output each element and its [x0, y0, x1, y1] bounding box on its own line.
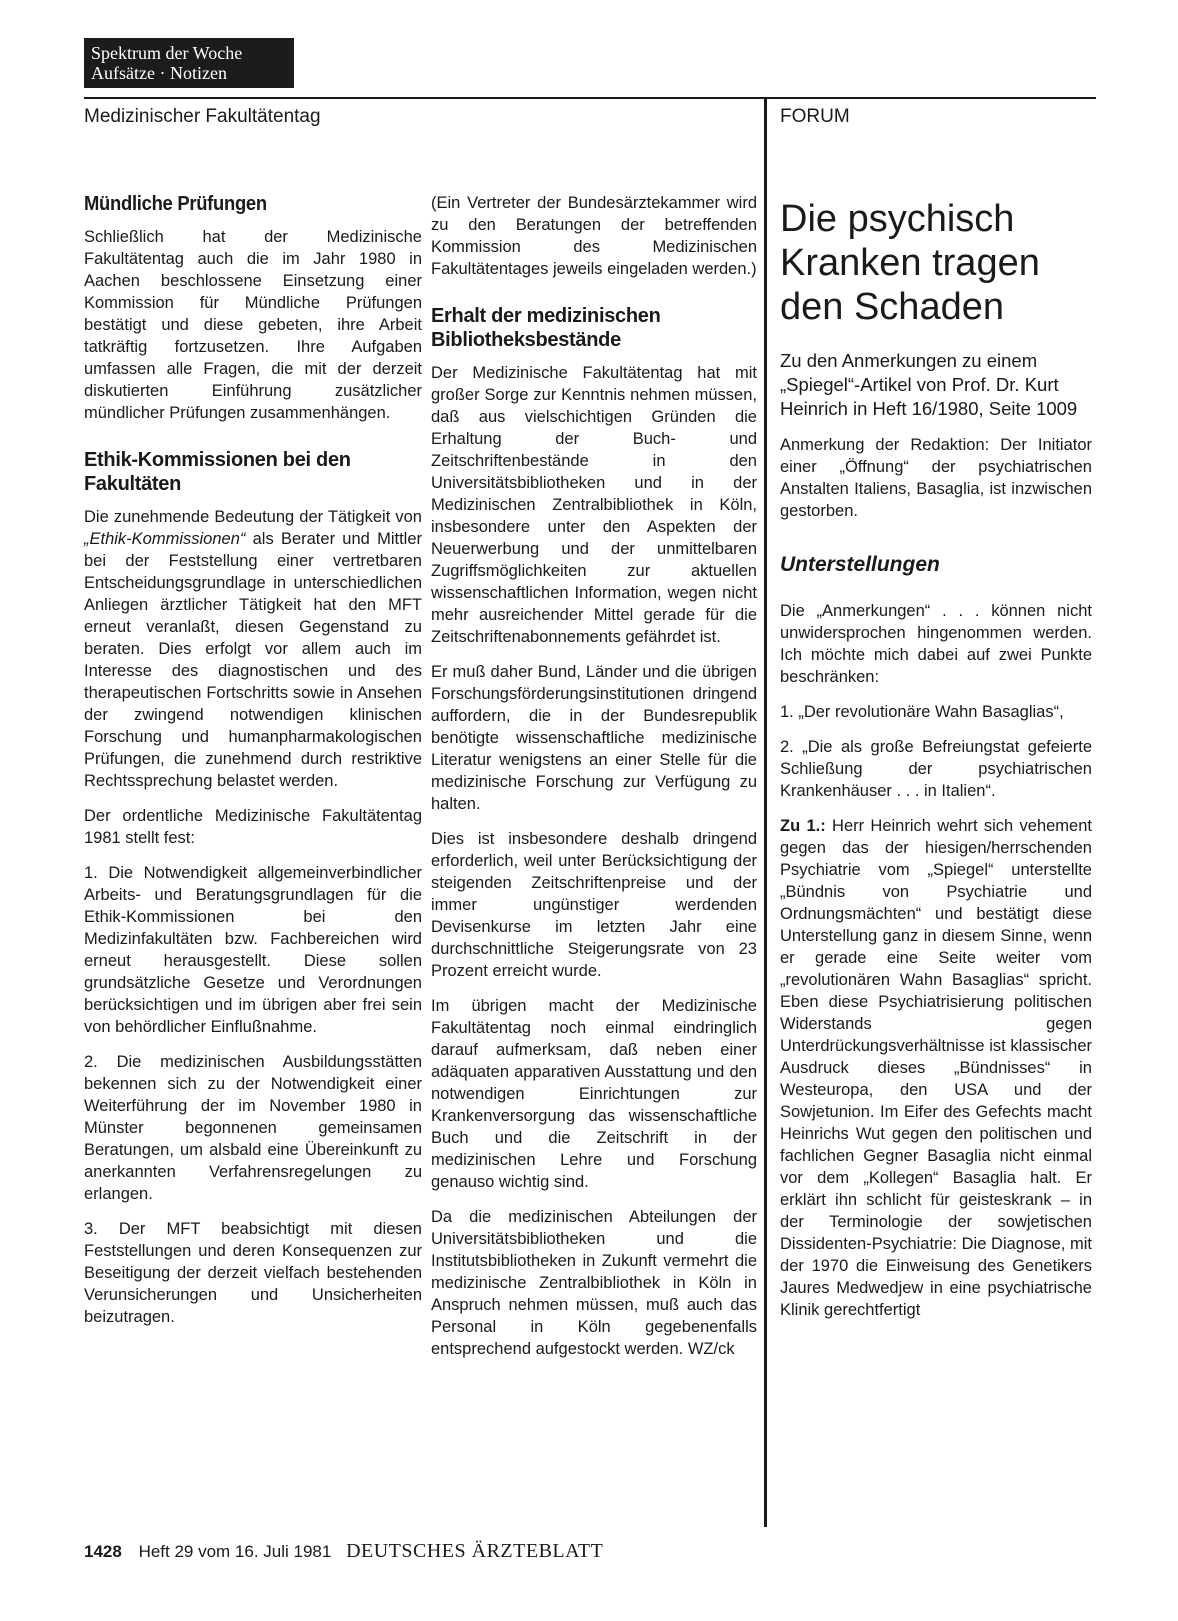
- paragraph: Der Medizinische Fakultätentag hat mit großer Sorge zur Kenntnis nehmen müssen, daß aus vielschichtigen Gründen die Erhaltung der Buch- und Zeitschriftenbestände in den Universitätsbibliotheken und in der Medizinischen Zentralbibliothek in Köln, insbesondere unter den Aspekten der Neuerwerbung und der unmittelbaren Zugriffsmöglichkeiten zur aktuellen wissenschaftlichen Information, wegen nicht mehr ausreichender Mittel gerade für die Zeitschriftenabonnements gefährdet ist.: [431, 364, 757, 646]
- issue-info: Heft 29 vom 16. Juli 1981: [138, 1542, 332, 1561]
- paragraph: Schließlich hat der Medizinische Fakultätentag auch die im Jahr 1980 in Aachen beschlossene Einsetzung einer Kommission für Mündliche Prüfungen bestätigt und diese gebeten, ihre Arbeit tatkräftig fortzusetzen. Ihre Aufgaben umfassen alle Fragen, die mit der derzeit diskutierten Einführung zusätzlicher mündlicher Prüfungen zusammenhängen.: [84, 228, 422, 422]
- column-divider: [764, 97, 767, 1527]
- paragraph: 2. „Die als große Befreiungstat gefeierte Schließung der psychiatrischen Krankenhäuser . . . in Italien“.: [780, 738, 1092, 800]
- heading-ethik-kommissionen: Ethik-Kommissionen bei den Fakultäten: [84, 449, 351, 495]
- top-rule: [84, 97, 1096, 99]
- paragraph: 2. Die medizinischen Ausbildungsstätten bekennen sich zu der Notwendigkeit einer Weiterführung der im November 1980 in Münster begonnenen gemeinsamen Beratungen, um alsbald eine Übereinkunft zu anerkannten Verfahrensregelungen zu erlangen.: [84, 1053, 422, 1203]
- paragraph: Die zunehmende Bedeutung der Tätigkeit von „Ethik-Kommissionen“ als Berater und Mittler bei der Feststellung einer vertretbaren Entscheidungsgrundlage in unterschiedlichen Anliegen ärztlicher Tätigkeit hat den MFT erneut veranlaßt, diesen Gegenstand zu beraten. Dies erfolgt vor allem auch im Interesse des diagnostischen und des therapeutischen Fortschritts sowie in Ansehen der zwingend notwendigen klinischen Forschung und humanpharmakologischen Prüfungen, die zunehmend durch restriktive Rechtssprechung belastet werden.: [84, 508, 422, 790]
- paragraph: 1. Die Notwendigkeit allgemeinverbindlicher Arbeits- und Beratungsgrundlagen für die Ethik-Kommissionen bei den Medizinfakultäten bzw. Fachbereichen wird erneut herausgestellt. Diese sollen grundsätzliche Gesetze und Verordnungen berücksichtigen und im übrigen aber frei sein von behördlicher Einflußnahme.: [84, 864, 422, 1036]
- paragraph: Der ordentliche Medizinische Fakultätentag 1981 stellt fest:: [84, 807, 422, 847]
- paragraph: 3. Der MFT beabsichtigt mit diesen Feststellungen und deren Konsequenzen zur Beseitigung der derzeit vielfach bestehenden Verunsicherungen und Unsicherheiten beizutragen.: [84, 1220, 422, 1326]
- journal-name: DEUTSCHES ÄRZTEBLATT: [346, 1540, 604, 1562]
- rubric-box: [84, 38, 294, 88]
- page-footer: [84, 1540, 603, 1563]
- paragraph: Im übrigen macht der Medizinische Fakultätentag noch einmal eindringlich darauf aufmerksam, daß neben einer adäquaten apparativen Ausstattung und den notwendigen Einrichtungen zur Krankenversorgung das wissenschaftliche Buch und die Zeitschrift in der medizinischen Lehre und Forschung genauso wichtig sind.: [431, 997, 757, 1191]
- column-3: [780, 197, 1092, 1334]
- heading-bibliotheksbestaende: Erhalt der medizinischen Bibliotheksbestände: [431, 305, 661, 351]
- paragraph: Die „Anmerkungen“ . . . können nicht unwidersprochen hingenommen werden. Ich möchte mich dabei auf zwei Punkte beschränken:: [780, 602, 1092, 686]
- article-subtitle: Zu den Anmerkungen zu einem „Spiegel“-Artikel von Prof. Dr. Kurt Heinrich in Heft 16/1980, Seite 1009: [780, 350, 1078, 419]
- heading-muendliche-pruefungen: Mündliche Prüfungen: [84, 193, 267, 215]
- paragraph: Er muß daher Bund, Länder und die übrigen Forschungsförderungsinstitutionen dringend auffordern, die in der Bundesrepublik benötigte wissenschaftliche medizinische Literatur wenigstens an einer Stelle für die medizinische Forschung zur Verfügung zu halten.: [431, 663, 757, 813]
- section-label-right: FORUM: [780, 106, 850, 127]
- section-label-left: Medizinischer Fakultätentag: [84, 106, 321, 127]
- heading-unterstellungen: Unterstellungen: [780, 553, 940, 576]
- editor-note: Anmerkung der Redaktion: Der Initiator einer „Öffnung“ der psychiatrischen Anstalten Italiens, Basaglia, ist inzwischen gestorben.: [780, 436, 1092, 520]
- paragraph: (Ein Vertreter der Bundesärztekammer wird zu den Beratungen der betreffenden Kommission des Medizinischen Fakultätentages jeweils eingeladen werden.): [431, 194, 757, 278]
- page-number: 1428: [84, 1542, 122, 1561]
- rubric-line-2: Aufsätze · Notizen: [91, 63, 227, 83]
- rubric-line-1: Spektrum der Woche: [91, 43, 243, 63]
- paragraph: Zu 1.: Herr Heinrich wehrt sich vehement gegen das der hiesigen/herrschenden Psychiatrie vom „Spiegel“ unterstellte „Bündnis von Psychiatrie und Ordnungsmächten“ und bestätigt diese Unterstellung ganz in diesem Sinne, wenn er gerade eine Seite weiter vom „revolutionären Wahn Basaglias“ spricht. Eben diese Psychiatrisierung politischen Widerstands gegen Unterdrückungsverhältnisse ist klassischer Ausdruck dieses „Bündnisses“ in Westeuropa, den USA und der Sowjetunion. Im Eifer des Gefechts macht Heinrichs Wut gegen den politischen und fachlichen Gegner Basaglia nicht einmal vor dem „Kollegen“ Basaglia halt. Er erklärt ihn schlicht für geisteskrank – in der Terminologie der sowjetischen Dissidenten-Psychiatrie: Die Diagnose, mit der 1970 die Einweisung des Genetikers Jaures Medwedjew in eine psychiatrische Klinik gerechtfertigt: [780, 817, 1092, 1319]
- paragraph: Da die medizinischen Abteilungen der Universitätsbibliotheken und die Institutsbibliotheken in Zukunft vermehrt die medizinische Zentralbibliothek in Köln in Anspruch nehmen müssen, muß auch das Personal in Köln gegebenenfalls entsprechend aufgestockt werden. WZ/ck: [431, 1208, 757, 1358]
- column-1: [84, 192, 422, 1341]
- emphasis: „Ethik-Kommissionen“: [84, 530, 246, 548]
- paragraph: Dies ist insbesondere deshalb dringend erforderlich, weil unter Berücksichtigung der steigenden Zeitschriftenpreise und der immer ungünstiger werdenden Devisenkurse im letzten Jahr eine durchschnittliche Steigerungsrate von 23 Prozent erreicht wurde.: [431, 830, 757, 980]
- bold-lead: Zu 1.:: [780, 817, 826, 835]
- paragraph: 1. „Der revolutionäre Wahn Basaglias“,: [780, 703, 1064, 721]
- column-2: [431, 192, 757, 1373]
- article-title: Die psychisch Kranken tragen den Schaden: [780, 198, 1040, 328]
